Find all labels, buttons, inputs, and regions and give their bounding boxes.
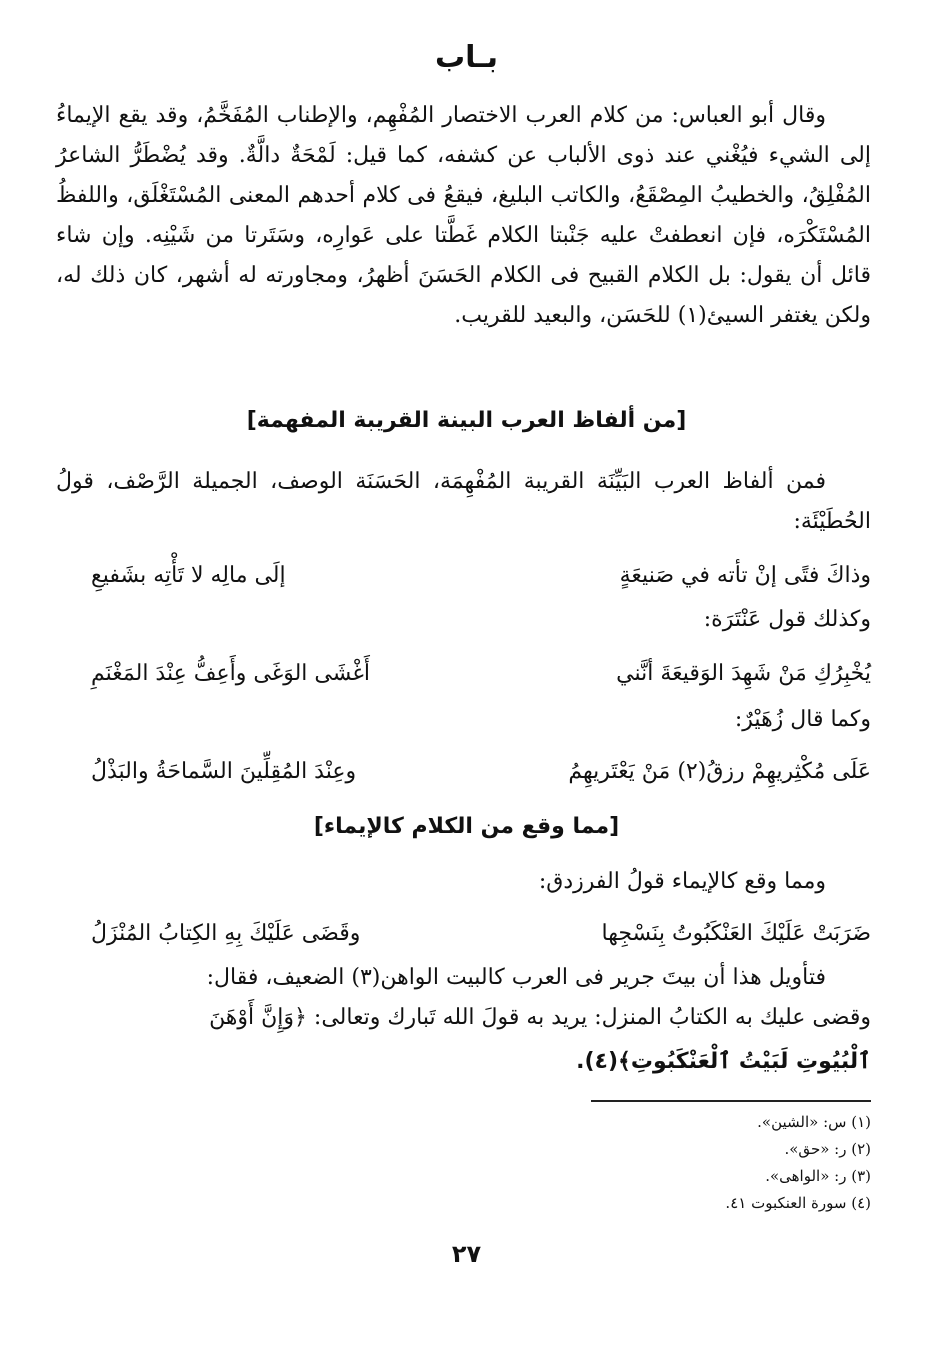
- closing-line-2: وقضى عليك به الكتابُ المنزل: يريد به قولَ الله تَبارك وتعالى: ﴿وَإِنَّ أَوْهَنَ: [209, 1005, 871, 1030]
- verse-antara: [91, 654, 871, 694]
- footnote-divider: [591, 1100, 871, 1102]
- verse-second-hemistich: إلَى مالِه لا تَأْتِه بشَفيعِ: [91, 563, 286, 588]
- verse-second-hemistich: أَغْشَى الوَغَى وأَعِفُّ عِنْدَ المَغْنَمِ: [91, 661, 370, 686]
- footnote-2: (٢) ر: «حق».: [784, 1140, 871, 1158]
- section-heading-allusion: [مما وقع من الكلام كالإيماء]: [313, 814, 620, 839]
- verse-intro-farazdaq: ومما وقع كالإيماء قولُ الفرزدق:: [538, 869, 826, 894]
- section-heading-clear-words: [من ألفاظ العرب البينة القريبة المفهمة]: [246, 408, 687, 433]
- closing-line-1: فتأويل هذا أن بيتَ جرير فى العرب كالبيت الواهن(٣) الضعيف، فقال:: [206, 965, 826, 990]
- footnote-4: (٤) سورة العنكبوت ٤١.: [725, 1194, 871, 1212]
- verse-first-hemistich: وذاكَ فتًى إنْ تأته في صَنيعَةٍ: [619, 563, 871, 588]
- verse-first-hemistich: عَلَى مُكْثِريهِمْ رزقُ(٢) مَنْ يَعْتَريهِمُ: [568, 759, 871, 784]
- verse-farazdaq: [91, 914, 871, 954]
- page-number: ٢٧: [451, 1240, 482, 1268]
- chapter-header: بـاب: [435, 40, 498, 75]
- verse-hutaya: [91, 556, 871, 596]
- intro-paragraph: وقال أبو العباس: من كلام العرب الاختصار المُفْهِم، والإطناب المُفَخَّمُ، وقد يقع الإيماءُ إلى الشيء فيُغْني عند ذوى الألباب عن كشفه، كما قيل: لَمْحَةٌ دالَّةٌ. وقد يُضْطَرُّ الشاعرُ المُفْلِقُ، والخطيبُ المِصْقَعُ، والكاتب البليغ، فيقعُ فى كلام أحدهم المعنى المُسْتَغْلَق، واللفظُ المُسْتَكْرَه، فإن انعطفتْ عليه جَنْبتا الكلام غَطَّتا على عَوارِه، وسَتَرتا من شَيْنِه. وإن شاء قائل أن يقول: بل الكلام القبيح فى الكلام الحَسَنَ أظهرُ، ومجاورته له أشهر، كان ذلك له، ولكن يغتفر السيئ(١) للحَسَن، والبعيد للقريب.: [56, 103, 871, 328]
- footnote-3: (٣) ر: «الواهى».: [765, 1167, 871, 1185]
- verse-intro-zuhair: وكما قال زُهَيْرٌ:: [734, 707, 871, 732]
- verse-zuhair: [91, 752, 871, 792]
- verse-intro-antara: وكذلك قول عَنْتَرَة:: [703, 607, 871, 632]
- verse-second-hemistich: وقَضَى عَلَيْكَ بِهِ الكِتابُ المُنْزَلُ: [91, 921, 361, 946]
- quran-verse-line: ٱلْبُيُوتِ لَبَيْتُ ٱلْعَنْكَبُوتِ﴾(٤).: [576, 1049, 871, 1074]
- paragraph-clear-words: فمن ألفاظ العرب البَيِّنَة القريبة المُفْهِمَة، الحَسَنَة الوصف، الجميلة الرَّصْف، قولُ الحُطَيْئَة:: [56, 469, 871, 534]
- verse-first-hemistich: ضَرَبَتْ عَلَيْكَ العَنْكَبُوتُ بِنَسْجِها: [601, 921, 871, 946]
- verse-first-hemistich: يُخْبِرُكِ مَنْ شَهِدَ الوَقيعَةَ أنَّني: [616, 661, 871, 686]
- verse-second-hemistich: وعِنْدَ المُقِلِّينَ السَّماحَةُ والبَذْلُ: [91, 759, 357, 784]
- footnote-1: (١) س: «الشين».: [757, 1113, 871, 1131]
